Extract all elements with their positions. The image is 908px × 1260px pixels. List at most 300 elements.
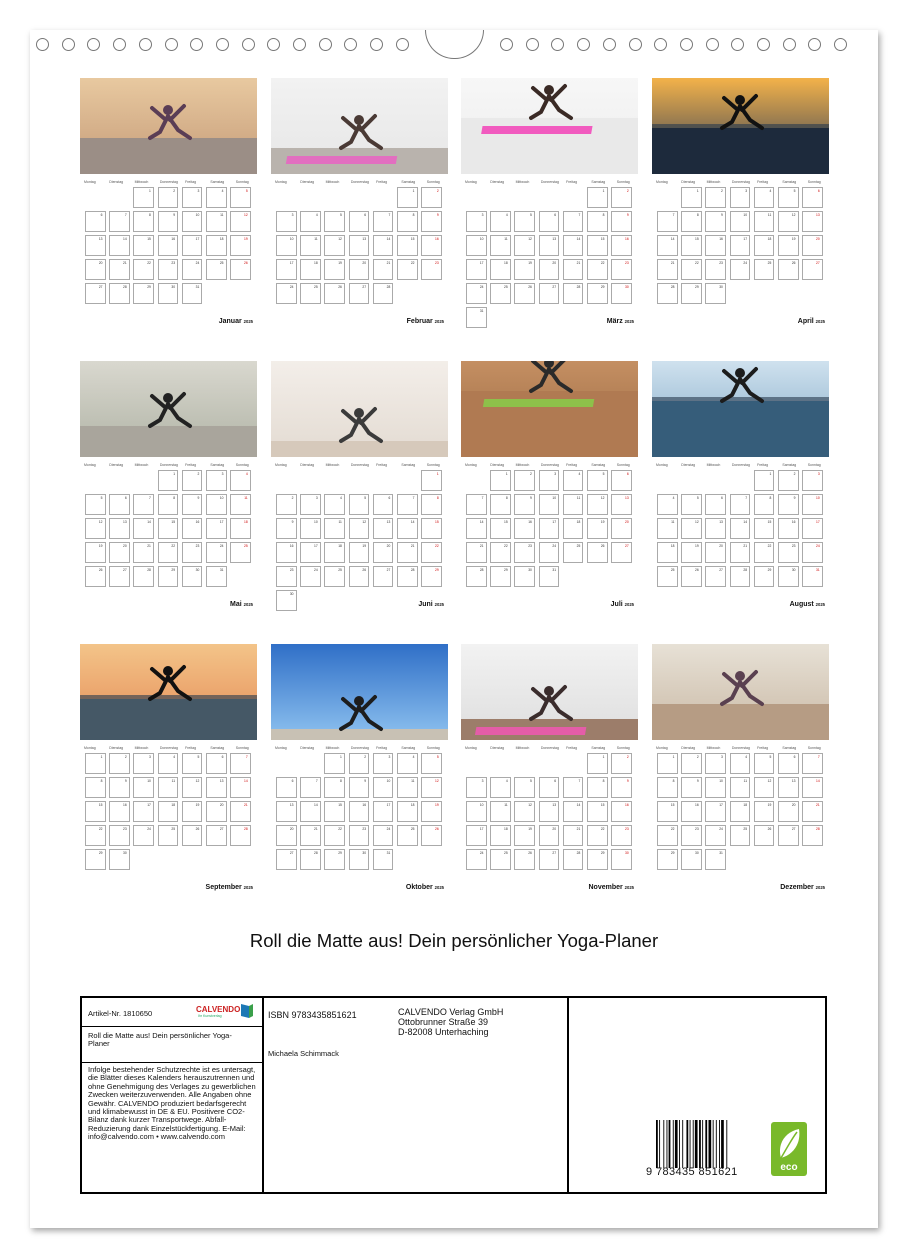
day-cell[interactable]: [300, 518, 321, 539]
day-cell[interactable]: [778, 259, 799, 280]
day-cell[interactable]: [657, 235, 678, 256]
day-cell[interactable]: [754, 259, 775, 280]
day-cell[interactable]: [182, 187, 203, 208]
day-cell[interactable]: [490, 777, 511, 798]
day-cell[interactable]: [300, 494, 321, 515]
day-cell[interactable]: [158, 494, 179, 515]
day-cell[interactable]: [300, 777, 321, 798]
day-cell[interactable]: [158, 566, 179, 587]
day-cell[interactable]: [587, 470, 608, 491]
day-cell[interactable]: [158, 753, 179, 774]
day-cell[interactable]: [85, 777, 106, 798]
day-cell[interactable]: [730, 187, 751, 208]
day-cell[interactable]: [133, 235, 154, 256]
day-cell[interactable]: [802, 494, 823, 515]
day-cell[interactable]: [705, 494, 726, 515]
day-cell[interactable]: [133, 494, 154, 515]
day-cell[interactable]: [182, 211, 203, 232]
day-cell[interactable]: [490, 470, 511, 491]
day-cell[interactable]: [754, 542, 775, 563]
day-cell[interactable]: [754, 518, 775, 539]
day-cell[interactable]: [230, 494, 251, 515]
day-cell[interactable]: [276, 825, 297, 846]
day-cell[interactable]: [349, 494, 370, 515]
day-cell[interactable]: [324, 518, 345, 539]
day-cell[interactable]: [539, 801, 560, 822]
day-cell[interactable]: [158, 211, 179, 232]
day-cell[interactable]: [373, 753, 394, 774]
day-cell[interactable]: [373, 283, 394, 304]
day-cell[interactable]: [206, 470, 227, 491]
day-cell[interactable]: [421, 211, 442, 232]
day-cell[interactable]: [539, 235, 560, 256]
day-cell[interactable]: [587, 235, 608, 256]
day-cell[interactable]: [681, 849, 702, 870]
day-cell[interactable]: [705, 825, 726, 846]
day-cell[interactable]: [730, 566, 751, 587]
day-cell[interactable]: [349, 566, 370, 587]
day-cell[interactable]: [802, 753, 823, 774]
day-cell[interactable]: [611, 494, 632, 515]
day-cell[interactable]: [206, 518, 227, 539]
day-cell[interactable]: [681, 777, 702, 798]
day-cell[interactable]: [109, 235, 130, 256]
day-cell[interactable]: [373, 494, 394, 515]
day-cell[interactable]: [276, 235, 297, 256]
day-cell[interactable]: [563, 849, 584, 870]
day-cell[interactable]: [587, 211, 608, 232]
day-cell[interactable]: [514, 283, 535, 304]
day-cell[interactable]: [539, 494, 560, 515]
day-cell[interactable]: [466, 825, 487, 846]
day-cell[interactable]: [421, 494, 442, 515]
day-cell[interactable]: [514, 566, 535, 587]
day-cell[interactable]: [109, 494, 130, 515]
day-cell[interactable]: [778, 235, 799, 256]
day-cell[interactable]: [539, 849, 560, 870]
day-cell[interactable]: [587, 849, 608, 870]
day-cell[interactable]: [182, 777, 203, 798]
day-cell[interactable]: [802, 801, 823, 822]
day-cell[interactable]: [85, 283, 106, 304]
day-cell[interactable]: [276, 566, 297, 587]
day-cell[interactable]: [206, 753, 227, 774]
day-cell[interactable]: [158, 801, 179, 822]
day-cell[interactable]: [514, 518, 535, 539]
day-cell[interactable]: [182, 542, 203, 563]
day-cell[interactable]: [754, 825, 775, 846]
day-cell[interactable]: [587, 542, 608, 563]
day-cell[interactable]: [466, 849, 487, 870]
day-cell[interactable]: [514, 494, 535, 515]
day-cell[interactable]: [182, 494, 203, 515]
day-cell[interactable]: [397, 801, 418, 822]
day-cell[interactable]: [109, 259, 130, 280]
day-cell[interactable]: [206, 777, 227, 798]
day-cell[interactable]: [514, 235, 535, 256]
day-cell[interactable]: [681, 283, 702, 304]
day-cell[interactable]: [657, 211, 678, 232]
day-cell[interactable]: [611, 849, 632, 870]
day-cell[interactable]: [373, 777, 394, 798]
day-cell[interactable]: [657, 259, 678, 280]
day-cell[interactable]: [778, 518, 799, 539]
day-cell[interactable]: [754, 801, 775, 822]
day-cell[interactable]: [276, 283, 297, 304]
day-cell[interactable]: [421, 187, 442, 208]
day-cell[interactable]: [705, 259, 726, 280]
day-cell[interactable]: [230, 187, 251, 208]
day-cell[interactable]: [802, 187, 823, 208]
day-cell[interactable]: [158, 518, 179, 539]
day-cell[interactable]: [109, 753, 130, 774]
day-cell[interactable]: [276, 777, 297, 798]
day-cell[interactable]: [158, 542, 179, 563]
day-cell[interactable]: [182, 518, 203, 539]
day-cell[interactable]: [705, 849, 726, 870]
day-cell[interactable]: [778, 494, 799, 515]
day-cell[interactable]: [802, 542, 823, 563]
day-cell[interactable]: [657, 801, 678, 822]
day-cell[interactable]: [730, 542, 751, 563]
day-cell[interactable]: [539, 259, 560, 280]
day-cell[interactable]: [182, 801, 203, 822]
day-cell[interactable]: [421, 470, 442, 491]
day-cell[interactable]: [349, 849, 370, 870]
day-cell[interactable]: [324, 494, 345, 515]
day-cell[interactable]: [730, 235, 751, 256]
day-cell[interactable]: [182, 566, 203, 587]
day-cell[interactable]: [466, 494, 487, 515]
day-cell[interactable]: [230, 235, 251, 256]
day-cell[interactable]: [730, 518, 751, 539]
day-cell[interactable]: [85, 753, 106, 774]
day-cell[interactable]: [421, 542, 442, 563]
day-cell[interactable]: [802, 777, 823, 798]
day-cell[interactable]: [802, 259, 823, 280]
day-cell[interactable]: [133, 518, 154, 539]
day-cell[interactable]: [349, 235, 370, 256]
day-cell[interactable]: [206, 801, 227, 822]
day-cell[interactable]: [539, 470, 560, 491]
day-cell[interactable]: [109, 542, 130, 563]
day-cell[interactable]: [705, 801, 726, 822]
day-cell[interactable]: [778, 825, 799, 846]
day-cell[interactable]: [563, 777, 584, 798]
day-cell[interactable]: [705, 518, 726, 539]
day-cell[interactable]: [85, 542, 106, 563]
day-cell[interactable]: [133, 825, 154, 846]
day-cell[interactable]: [563, 801, 584, 822]
day-cell[interactable]: [730, 494, 751, 515]
day-cell[interactable]: [182, 235, 203, 256]
day-cell[interactable]: [133, 801, 154, 822]
day-cell[interactable]: [397, 825, 418, 846]
day-cell[interactable]: [657, 518, 678, 539]
day-cell[interactable]: [421, 259, 442, 280]
day-cell[interactable]: [563, 494, 584, 515]
day-cell[interactable]: [324, 211, 345, 232]
day-cell[interactable]: [611, 211, 632, 232]
day-cell[interactable]: [802, 825, 823, 846]
day-cell[interactable]: [730, 777, 751, 798]
day-cell[interactable]: [657, 825, 678, 846]
day-cell[interactable]: [133, 283, 154, 304]
day-cell[interactable]: [490, 259, 511, 280]
day-cell[interactable]: [490, 566, 511, 587]
day-cell[interactable]: [587, 801, 608, 822]
day-cell[interactable]: [778, 470, 799, 491]
day-cell[interactable]: [802, 566, 823, 587]
day-cell[interactable]: [705, 235, 726, 256]
day-cell[interactable]: [206, 566, 227, 587]
day-cell[interactable]: [754, 470, 775, 491]
day-cell[interactable]: [754, 235, 775, 256]
day-cell[interactable]: [133, 777, 154, 798]
day-cell[interactable]: [657, 753, 678, 774]
day-cell[interactable]: [587, 518, 608, 539]
day-cell[interactable]: [681, 494, 702, 515]
day-cell[interactable]: [300, 211, 321, 232]
day-cell[interactable]: [490, 494, 511, 515]
day-cell[interactable]: [182, 283, 203, 304]
day-cell[interactable]: [324, 566, 345, 587]
day-cell[interactable]: [587, 187, 608, 208]
day-cell[interactable]: [206, 187, 227, 208]
day-cell[interactable]: [349, 259, 370, 280]
day-cell[interactable]: [657, 566, 678, 587]
day-cell[interactable]: [514, 470, 535, 491]
day-cell[interactable]: [349, 542, 370, 563]
day-cell[interactable]: [730, 825, 751, 846]
day-cell[interactable]: [705, 777, 726, 798]
day-cell[interactable]: [373, 518, 394, 539]
day-cell[interactable]: [421, 235, 442, 256]
day-cell[interactable]: [397, 777, 418, 798]
day-cell[interactable]: [109, 825, 130, 846]
day-cell[interactable]: [730, 259, 751, 280]
day-cell[interactable]: [349, 825, 370, 846]
day-cell[interactable]: [563, 283, 584, 304]
day-cell[interactable]: [276, 849, 297, 870]
day-cell[interactable]: [397, 753, 418, 774]
day-cell[interactable]: [421, 753, 442, 774]
day-cell[interactable]: [657, 283, 678, 304]
day-cell[interactable]: [324, 753, 345, 774]
day-cell[interactable]: [421, 825, 442, 846]
day-cell[interactable]: [397, 494, 418, 515]
day-cell[interactable]: [705, 283, 726, 304]
day-cell[interactable]: [514, 211, 535, 232]
day-cell[interactable]: [324, 849, 345, 870]
day-cell[interactable]: [802, 235, 823, 256]
day-cell[interactable]: [490, 283, 511, 304]
day-cell[interactable]: [730, 211, 751, 232]
day-cell[interactable]: [397, 566, 418, 587]
day-cell[interactable]: [324, 801, 345, 822]
day-cell[interactable]: [349, 777, 370, 798]
day-cell[interactable]: [778, 542, 799, 563]
day-cell[interactable]: [230, 259, 251, 280]
day-cell[interactable]: [300, 235, 321, 256]
day-cell[interactable]: [421, 518, 442, 539]
day-cell[interactable]: [158, 187, 179, 208]
day-cell[interactable]: [730, 801, 751, 822]
day-cell[interactable]: [539, 283, 560, 304]
day-cell[interactable]: [657, 777, 678, 798]
day-cell[interactable]: [397, 259, 418, 280]
day-cell[interactable]: [230, 753, 251, 774]
day-cell[interactable]: [611, 825, 632, 846]
day-cell[interactable]: [466, 566, 487, 587]
day-cell[interactable]: [587, 283, 608, 304]
day-cell[interactable]: [657, 542, 678, 563]
day-cell[interactable]: [563, 211, 584, 232]
day-cell[interactable]: [85, 235, 106, 256]
day-cell[interactable]: [276, 211, 297, 232]
day-cell[interactable]: [85, 259, 106, 280]
day-cell[interactable]: [349, 753, 370, 774]
day-cell[interactable]: [206, 259, 227, 280]
day-cell[interactable]: [397, 211, 418, 232]
day-cell[interactable]: [85, 518, 106, 539]
day-cell[interactable]: [373, 566, 394, 587]
day-cell[interactable]: [681, 259, 702, 280]
day-cell[interactable]: [421, 566, 442, 587]
day-cell[interactable]: [85, 849, 106, 870]
day-cell[interactable]: [778, 801, 799, 822]
day-cell[interactable]: [490, 849, 511, 870]
day-cell[interactable]: [133, 187, 154, 208]
day-cell[interactable]: [490, 518, 511, 539]
day-cell[interactable]: [563, 235, 584, 256]
day-cell[interactable]: [514, 849, 535, 870]
day-cell[interactable]: [300, 542, 321, 563]
day-cell[interactable]: [206, 211, 227, 232]
day-cell[interactable]: [539, 825, 560, 846]
day-cell[interactable]: [300, 801, 321, 822]
day-cell[interactable]: [563, 470, 584, 491]
day-cell[interactable]: [466, 801, 487, 822]
day-cell[interactable]: [349, 518, 370, 539]
day-cell[interactable]: [539, 211, 560, 232]
day-cell[interactable]: [133, 211, 154, 232]
day-cell[interactable]: [276, 518, 297, 539]
day-cell[interactable]: [109, 566, 130, 587]
day-cell[interactable]: [611, 235, 632, 256]
day-cell[interactable]: [324, 259, 345, 280]
day-cell[interactable]: [276, 542, 297, 563]
day-cell[interactable]: [421, 801, 442, 822]
day-cell[interactable]: [466, 283, 487, 304]
day-cell[interactable]: [85, 211, 106, 232]
day-cell[interactable]: [778, 566, 799, 587]
day-cell[interactable]: [466, 518, 487, 539]
day-cell[interactable]: [206, 235, 227, 256]
day-cell[interactable]: [681, 566, 702, 587]
day-cell[interactable]: [300, 283, 321, 304]
day-cell[interactable]: [778, 753, 799, 774]
day-cell[interactable]: [611, 542, 632, 563]
day-cell[interactable]: [681, 542, 702, 563]
day-cell[interactable]: [514, 542, 535, 563]
day-cell[interactable]: [705, 211, 726, 232]
day-cell[interactable]: [611, 518, 632, 539]
day-cell[interactable]: [230, 801, 251, 822]
day-cell[interactable]: [611, 187, 632, 208]
day-cell[interactable]: [85, 566, 106, 587]
day-cell[interactable]: [230, 470, 251, 491]
day-cell[interactable]: [611, 259, 632, 280]
day-cell[interactable]: [587, 825, 608, 846]
day-cell[interactable]: [230, 777, 251, 798]
day-cell[interactable]: [681, 753, 702, 774]
day-cell[interactable]: [324, 235, 345, 256]
day-cell[interactable]: [490, 211, 511, 232]
day-cell[interactable]: [158, 777, 179, 798]
day-cell[interactable]: [300, 566, 321, 587]
day-cell[interactable]: [514, 259, 535, 280]
day-cell[interactable]: [754, 753, 775, 774]
day-cell[interactable]: [539, 518, 560, 539]
day-cell[interactable]: [754, 777, 775, 798]
day-cell[interactable]: [230, 518, 251, 539]
day-cell[interactable]: [85, 801, 106, 822]
day-cell[interactable]: [681, 801, 702, 822]
day-cell[interactable]: [324, 542, 345, 563]
day-cell[interactable]: [133, 259, 154, 280]
day-cell[interactable]: [705, 753, 726, 774]
day-cell[interactable]: [587, 259, 608, 280]
day-cell[interactable]: [587, 777, 608, 798]
day-cell[interactable]: [657, 849, 678, 870]
day-cell[interactable]: [466, 211, 487, 232]
day-cell[interactable]: [681, 235, 702, 256]
day-cell[interactable]: [109, 849, 130, 870]
day-cell[interactable]: [230, 825, 251, 846]
day-cell[interactable]: [778, 777, 799, 798]
day-cell[interactable]: [324, 777, 345, 798]
day-cell[interactable]: [373, 849, 394, 870]
day-cell[interactable]: [514, 777, 535, 798]
day-cell[interactable]: [681, 825, 702, 846]
day-cell[interactable]: [563, 259, 584, 280]
day-cell[interactable]: [397, 542, 418, 563]
day-cell[interactable]: [158, 235, 179, 256]
day-cell[interactable]: [373, 259, 394, 280]
day-cell[interactable]: [514, 801, 535, 822]
day-cell[interactable]: [754, 187, 775, 208]
day-cell[interactable]: [539, 566, 560, 587]
day-cell[interactable]: [466, 307, 487, 328]
day-cell[interactable]: [397, 235, 418, 256]
day-cell[interactable]: [563, 518, 584, 539]
day-cell[interactable]: [300, 849, 321, 870]
day-cell[interactable]: [182, 825, 203, 846]
day-cell[interactable]: [466, 542, 487, 563]
day-cell[interactable]: [490, 825, 511, 846]
day-cell[interactable]: [778, 211, 799, 232]
day-cell[interactable]: [563, 825, 584, 846]
day-cell[interactable]: [587, 753, 608, 774]
day-cell[interactable]: [705, 566, 726, 587]
day-cell[interactable]: [373, 801, 394, 822]
day-cell[interactable]: [182, 259, 203, 280]
day-cell[interactable]: [276, 494, 297, 515]
day-cell[interactable]: [158, 470, 179, 491]
day-cell[interactable]: [563, 542, 584, 563]
day-cell[interactable]: [611, 470, 632, 491]
